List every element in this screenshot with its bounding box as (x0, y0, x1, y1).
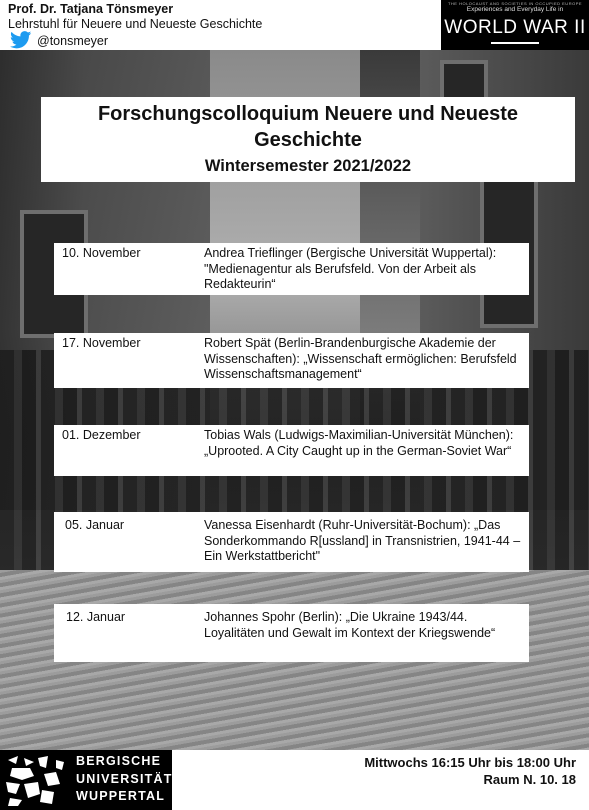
event-card (54, 243, 529, 295)
schedule-info (364, 754, 576, 788)
semester-label: Wintersemester 2021/2022 (204, 157, 412, 175)
event-description: Johannes Spohr (Berlin): „Die Ukraine 1943/44. Loyalitäten und Gewalt im Kontext der Kriegswende“ (204, 610, 496, 640)
event-description: Robert Spät (Berlin-Brandenburgische Akademie der Wissenschaften): „Wissenschaft ermöglichen: Berufsfeld Wissenschaftsmanagement“ (204, 336, 517, 381)
event-description: Tobias Wals (Ludwigs-Maximilian-Universität München): „Uprooted. A City Caught up in the German-Soviet War“ (204, 428, 514, 458)
ww2-logo-line2: Experiences and Everyday Life in (466, 6, 564, 13)
event-card (54, 512, 529, 572)
meeting-time: Mittwochs 16:15 Uhr bis 18:00 Uhr (364, 755, 576, 770)
event-card (54, 425, 529, 476)
footer (0, 750, 589, 810)
meeting-room: Raum N. 10. 18 (483, 772, 576, 787)
event-date: 12. Januar (66, 610, 126, 624)
event-description: Andrea Trieflinger (Bergische Universität Wuppertal): "Medienagentur als Berufsfeld. Von der Arbeit als Redakteurin“ (204, 246, 497, 291)
event-date: 05. Januar (65, 518, 125, 532)
professor-name: Prof. Dr. Tatjana Tönsmeyer (8, 2, 174, 16)
event-card (54, 333, 529, 388)
ww2-project-logo (441, 0, 589, 50)
university-name-line: UNIVERSITÄT (76, 771, 173, 786)
event-date: 01. Dezember (62, 428, 141, 442)
ww2-logo-title: WORLD WAR II (444, 17, 586, 38)
ww2-logo-line1: THE HOLOCAUST AND SOCIETIES IN OCCUPIED EUROPE (447, 1, 583, 6)
title-box (41, 97, 575, 182)
twitter-row[interactable] (10, 33, 108, 49)
university-logo (0, 750, 172, 810)
event-date: 10. November (62, 246, 141, 260)
header (0, 0, 589, 50)
chair-name: Lehrstuhl für Neuere und Neueste Geschichte (8, 17, 263, 31)
twitter-bird-icon (10, 31, 32, 52)
university-name-line: WUPPERTAL (76, 789, 166, 803)
event-date: 17. November (62, 336, 141, 350)
university-name-line: BERGISCHE (76, 754, 162, 768)
university-crest-icon (4, 754, 66, 806)
university-name (76, 753, 173, 806)
event-description: Vanessa Eisenhardt (Ruhr-Universität-Bochum): „Das Sonderkommando R[ussland] in Transnistrien, 1941-44 – Ein Werkstattbericht" (204, 518, 521, 563)
event-card (54, 604, 529, 662)
colloquium-title: Forschungscolloquium Neuere und Neueste Geschichte (97, 103, 519, 151)
twitter-handle[interactable]: @tonsmeyer (37, 34, 109, 48)
ww2-logo-underline (491, 42, 539, 44)
